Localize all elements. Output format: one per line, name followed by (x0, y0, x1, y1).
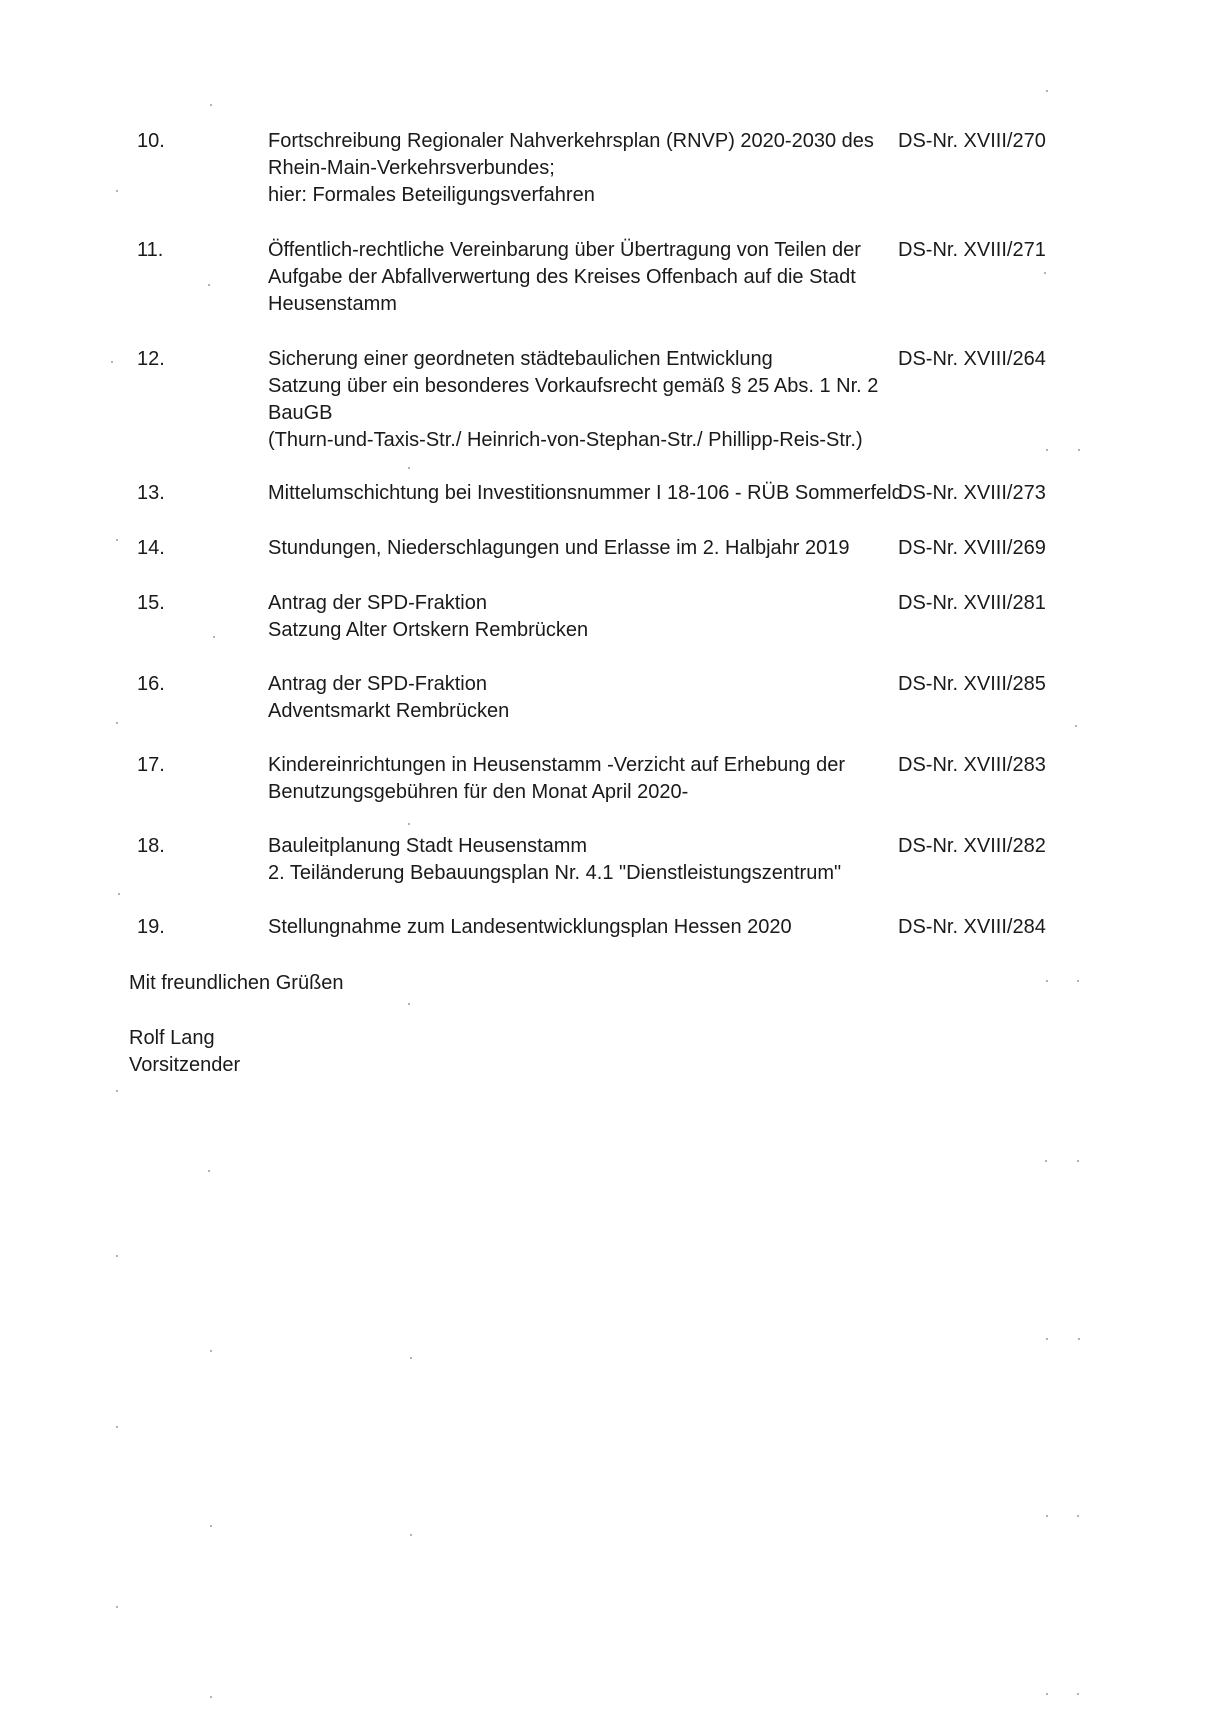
item-number: 12. (137, 348, 165, 370)
item-title-line: Stundungen, Niederschlagungen und Erlasse im 2. Halbjahr 2019 (268, 537, 850, 559)
scan-speck (408, 1003, 410, 1005)
scan-speck (1046, 1693, 1048, 1695)
item-number: 15. (137, 592, 165, 614)
scan-speck (410, 1357, 412, 1359)
scan-speck (1078, 449, 1080, 451)
scan-speck (116, 722, 118, 724)
scan-speck (1077, 980, 1079, 982)
item-title-line: 2. Teiländerung Bebauungsplan Nr. 4.1 "Dienstleistungszentrum" (268, 862, 842, 884)
ds-number: DS-Nr. XVIII/269 (898, 537, 1046, 559)
item-number: 10. (137, 130, 165, 152)
scan-speck (408, 467, 410, 469)
item-title (268, 833, 888, 887)
item-title-line: Mittelumschichtung bei Investitionsnummer I 18-106 - RÜB Sommerfeld (268, 482, 903, 504)
item-title-line: Satzung Alter Ortskern Rembrücken (268, 619, 589, 641)
scan-speck (1046, 1338, 1048, 1340)
ds-number: DS-Nr. XVIII/264 (898, 348, 1046, 370)
scan-speck (116, 190, 118, 192)
item-title (268, 128, 888, 209)
item-title (268, 346, 888, 454)
signatory-name: Rolf Lang (129, 1027, 215, 1049)
scan-speck (213, 636, 215, 638)
scan-speck (1077, 1160, 1079, 1162)
item-title-line: Sicherung einer geordneten städtebaulichen Entwicklung (268, 348, 773, 370)
scan-speck (1046, 980, 1048, 982)
scan-speck (116, 1090, 118, 1092)
item-title (268, 590, 888, 644)
item-title-line: Adventsmarkt Rembrücken (268, 700, 510, 722)
scan-speck (116, 539, 118, 541)
ds-number: DS-Nr. XVIII/273 (898, 482, 1046, 504)
item-title-line: Bauleitplanung Stadt Heusenstamm (268, 835, 588, 857)
item-number: 19. (137, 916, 165, 938)
item-title-line: Satzung über ein besonderes Vorkaufsrecht gemäß § 25 Abs. 1 Nr. 2 (268, 375, 879, 397)
item-title (268, 535, 888, 562)
ds-number: DS-Nr. XVIII/271 (898, 239, 1046, 261)
item-title-line: Rhein-Main-Verkehrsverbundes; (268, 157, 555, 179)
item-title (268, 480, 903, 507)
item-title-line: Antrag der SPD-Fraktion (268, 592, 487, 614)
item-title-line: Heusenstamm (268, 293, 397, 315)
scan-speck (116, 1255, 118, 1257)
item-title-line: BauGB (268, 402, 333, 424)
item-title-line: Stellungnahme zum Landesentwicklungsplan Hessen 2020 (268, 916, 792, 938)
item-title (268, 752, 888, 806)
item-title (268, 237, 888, 318)
scan-speck (210, 104, 212, 106)
item-title-line: hier: Formales Beteiligungsverfahren (268, 184, 595, 206)
item-number: 11. (137, 239, 164, 261)
scan-speck (1078, 1338, 1080, 1340)
item-number: 13. (137, 482, 165, 504)
scan-speck (1077, 1693, 1079, 1695)
item-number: 18. (137, 835, 165, 857)
item-title (268, 914, 888, 941)
scan-speck (210, 1696, 212, 1698)
item-title-line: Antrag der SPD-Fraktion (268, 673, 487, 695)
item-title (268, 671, 888, 725)
scan-speck (410, 1534, 412, 1536)
scan-speck (408, 823, 410, 825)
signatory-role: Vorsitzender (129, 1054, 241, 1076)
item-title-line: (Thurn-und-Taxis-Str./ Heinrich-von-Stephan-Str./ Phillipp-Reis-Str.) (268, 429, 863, 451)
item-title-line: Aufgabe der Abfallverwertung des Kreises Offenbach auf die Stadt (268, 266, 856, 288)
scan-speck (208, 1170, 210, 1172)
ds-number: DS-Nr. XVIII/281 (898, 592, 1046, 614)
ds-number: DS-Nr. XVIII/284 (898, 916, 1046, 938)
item-number: 17. (137, 754, 165, 776)
scan-speck (118, 893, 120, 895)
scan-speck (1075, 725, 1077, 727)
item-title-line: Kindereinrichtungen in Heusenstamm -Verzicht auf Erhebung der (268, 754, 845, 776)
scan-speck (1045, 1160, 1047, 1162)
item-number: 14. (137, 537, 165, 559)
scan-speck (1077, 1515, 1079, 1517)
scan-speck (1046, 90, 1048, 92)
ds-number: DS-Nr. XVIII/283 (898, 754, 1046, 776)
item-number: 16. (137, 673, 165, 695)
item-title-line: Öffentlich-rechtliche Vereinbarung über Übertragung von Teilen der (268, 239, 861, 261)
ds-number: DS-Nr. XVIII/270 (898, 130, 1046, 152)
item-title-line: Fortschreibung Regionaler Nahverkehrsplan (RNVP) 2020-2030 des (268, 130, 874, 152)
ds-number: DS-Nr. XVIII/285 (898, 673, 1046, 695)
scan-speck (210, 1525, 212, 1527)
scan-speck (116, 1606, 118, 1608)
scan-speck (208, 284, 210, 286)
scan-speck (210, 1350, 212, 1352)
scan-speck (1046, 449, 1048, 451)
item-title-line: Benutzungsgebühren für den Monat April 2020- (268, 781, 689, 803)
scan-speck (111, 361, 113, 363)
scan-speck (1044, 272, 1046, 274)
scan-speck (116, 1426, 118, 1428)
ds-number: DS-Nr. XVIII/282 (898, 835, 1046, 857)
closing-greeting: Mit freundlichen Grüßen (129, 972, 344, 994)
scan-speck (1046, 1515, 1048, 1517)
